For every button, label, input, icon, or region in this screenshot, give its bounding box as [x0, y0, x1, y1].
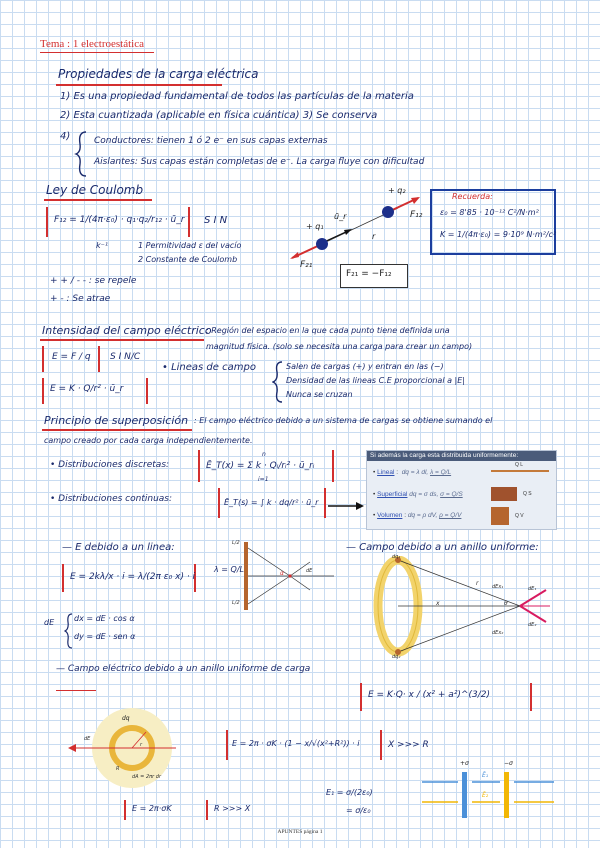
plate-minus: −σ — [504, 760, 513, 767]
field-lines-label: • Lineas de campo — [162, 362, 256, 373]
superposition-underline — [42, 429, 192, 431]
line-dE-label: dE — [44, 618, 55, 627]
plate-E2: Ē₂ — [482, 792, 489, 799]
fig-ring-dEx1: dEx₁ — [492, 584, 504, 590]
fig-ring-dq1: dq₁ — [392, 554, 401, 560]
panel-sym-lineal: Q L — [515, 462, 524, 468]
superposition-def-2: campo creado por cada carga independientemente. — [44, 436, 253, 445]
fig-q2: + q₂ — [388, 186, 406, 195]
field-def-2: magnitud física. (solo se necesita una carga para crear un campo) — [206, 342, 473, 351]
field-units-1: S I N/C — [110, 352, 141, 362]
line-charge-shape — [491, 470, 549, 472]
panel-row-lineal: • Lineal : dq = λ dl, λ = Q/L — [373, 469, 452, 476]
ring-figure — [370, 556, 560, 662]
property-4-label: 4) — [60, 131, 71, 142]
line-charge-figure — [238, 540, 338, 612]
line-dx: dx = dE · cos α — [74, 614, 135, 623]
rule-attract: + - : Se atrae — [50, 294, 111, 304]
page-footer: APUNTES página 1 — [277, 829, 323, 835]
fig-r: r — [372, 232, 376, 241]
fig-F12: F₁₂ — [410, 210, 423, 220]
field-formula-1: E = F / q — [52, 352, 91, 362]
arrow-right-icon — [326, 500, 366, 512]
fig-disc-r: r — [140, 742, 143, 748]
conductores-text: Conductores: tienen 1 ó 2 e⁻ en sus capas externas — [94, 136, 328, 146]
fig-disc-dA: dA = 2πr dr — [132, 774, 162, 780]
panel-sym-volumen: Q V — [515, 513, 524, 519]
plate-E1: Ē₁ — [482, 772, 489, 779]
panel-row-volumen: • Volumen : dq = ρ dV, ρ = Q/V — [373, 512, 462, 519]
fig-disc-R: R — [116, 766, 120, 772]
aislantes-text: Aislantes: Sus capas están completas de e⁻. La carga fluye con dificultad — [94, 157, 425, 167]
properties-underline — [56, 84, 222, 86]
fig-L2-bottom: L/2 — [232, 600, 240, 606]
bottom-condition: R >>> X — [214, 804, 251, 813]
fig-disc-dq: dq — [122, 715, 130, 722]
bottom-formula: E = 2π·σK — [132, 804, 172, 813]
continuous-formula: Ē_T(s) = ∫ k · dq/r² · ū_r — [224, 498, 319, 507]
line-dy: dy = dE · sen α — [74, 632, 136, 641]
E1-formula: E₁ = σ/(2ε₀) — [326, 788, 373, 797]
remember-title: Recuerda: — [452, 192, 493, 201]
field-line-3: Nunca se cruzan — [286, 390, 353, 399]
lambda-label: λ = Q/L — [214, 565, 244, 574]
remember-k: K = 1/(4π·ε₀) = 9·10⁹ N·m²/c² — [440, 230, 557, 239]
coulomb-units: S I N — [204, 215, 228, 226]
fig-F21: F₂₁ — [300, 260, 313, 270]
coulomb-heading: Ley de Coulomb — [46, 183, 144, 197]
superposition-def-1: : El campo eléctrico debido a un sistema de cargas se obtiene sumando el — [194, 416, 493, 425]
fig-eq: F₂₁ = −F₁₂ — [346, 269, 392, 279]
remember-e0: ε₀ = 8'85 · 10⁻¹² C²/N·m² — [440, 208, 539, 217]
page-title: Tema : 1 electroestática — [40, 38, 144, 50]
fig-ring-r: r — [476, 580, 479, 587]
continuous-label: • Distribuciones continuas: — [50, 494, 173, 504]
property-2: 2) Esta cuantizada (aplicable en física cuántica) 3) Se conserva — [60, 110, 378, 121]
field-def-1: : Región del espacio en la que cada punto tiene definida una — [206, 326, 450, 335]
discrete-formula: Ē_T(x) = Σ k · Qᵢ/rᵢ² · ū_rᵢ — [206, 461, 315, 471]
fig-line-dE: dE — [306, 568, 313, 574]
plate-plus: +σ — [460, 760, 469, 767]
coulomb-note-2: 2 Constante de Coulomb — [138, 255, 238, 264]
brace-icon — [74, 130, 88, 178]
line-formula: E = 2kλ/x · i = λ/(2π ε₀ x) · i — [70, 572, 196, 582]
fig-ring-dE2: dE₂ — [528, 622, 537, 628]
ring2-formula: E = K·Q· x / (x² + a²)^(3/2) — [368, 690, 490, 700]
field-underline — [40, 339, 204, 341]
sum-bottom: i=1 — [258, 476, 269, 483]
remember-box — [430, 189, 556, 255]
surface-charge-shape — [491, 487, 517, 501]
fig-ur: ū_r — [334, 212, 347, 221]
properties-heading: Propiedades de la carga eléctrica — [58, 67, 259, 81]
coulomb-note-1: 1 Permitividad ε del vacío — [138, 241, 242, 250]
fig-ring-dEx2: dEx₂ — [492, 630, 504, 636]
discrete-label: • Distribuciones discretas: — [50, 460, 170, 470]
line-heading: — E debido a un linea: — [62, 542, 175, 553]
fig-ring-dq2: dq₂ — [392, 654, 401, 660]
panel-header: Si además la carga esta distribuida uniformemente: — [367, 451, 556, 461]
disc-formula: E = 2π · σK · (1 − x/√(x²+R²)) · i — [232, 739, 360, 748]
ring2-underline — [56, 690, 96, 691]
superposition-heading: Principio de superposición — [44, 414, 189, 427]
field-line-2: Densidad de las lineas C.E proporcional a |E| — [286, 376, 465, 385]
bottom-eq: = σ/ε₀ — [346, 806, 371, 815]
ring-heading: — Campo debido a un anillo uniforme: — [346, 542, 539, 553]
panel-row-superficial: • Superficial dq = σ ds, σ = Q/S — [373, 491, 463, 498]
fig-disc-dE: dE — [84, 736, 91, 742]
fig-line-alpha: α — [280, 570, 284, 577]
k-label: k⁻¹ — [96, 241, 109, 250]
volume-charge-shape — [491, 507, 509, 525]
rule-repel: + + / - - : se repele — [50, 276, 137, 286]
disc-condition: X >>> R — [388, 740, 429, 750]
field-formula-2: E = K · Q/r² · ū_r — [50, 384, 124, 394]
field-heading: Intensidad del campo eléctrico — [42, 324, 212, 337]
sum-top: n — [262, 451, 266, 458]
uniform-distribution-panel — [366, 450, 557, 530]
fig-ring-theta: θ — [504, 600, 508, 607]
fig-ring-x: x — [436, 600, 440, 607]
fig-ring-dE1: dE₁ — [528, 586, 537, 592]
panel-sym-superficial: Q S — [523, 491, 532, 497]
coulomb-formula: F₁₂ = 1/(4π·ε₀) · q₁·q₂/r₁₂ · ū_r — [54, 215, 185, 225]
ring2-heading: — Campo eléctrico debido a un anillo uniforme de carga — [56, 664, 311, 674]
fig-L2-top: L/2 — [232, 540, 240, 546]
coulomb-underline — [44, 199, 152, 201]
brace-icon — [64, 612, 74, 650]
page-title-underline — [40, 52, 154, 53]
property-1: 1) Es una propiedad fundamental de todos las partículas de la materia — [60, 91, 414, 102]
field-line-1: Salen de cargas (+) y entran en las (−) — [286, 362, 444, 371]
fig-q1: + q₁ — [306, 222, 324, 231]
brace-icon — [272, 360, 284, 404]
